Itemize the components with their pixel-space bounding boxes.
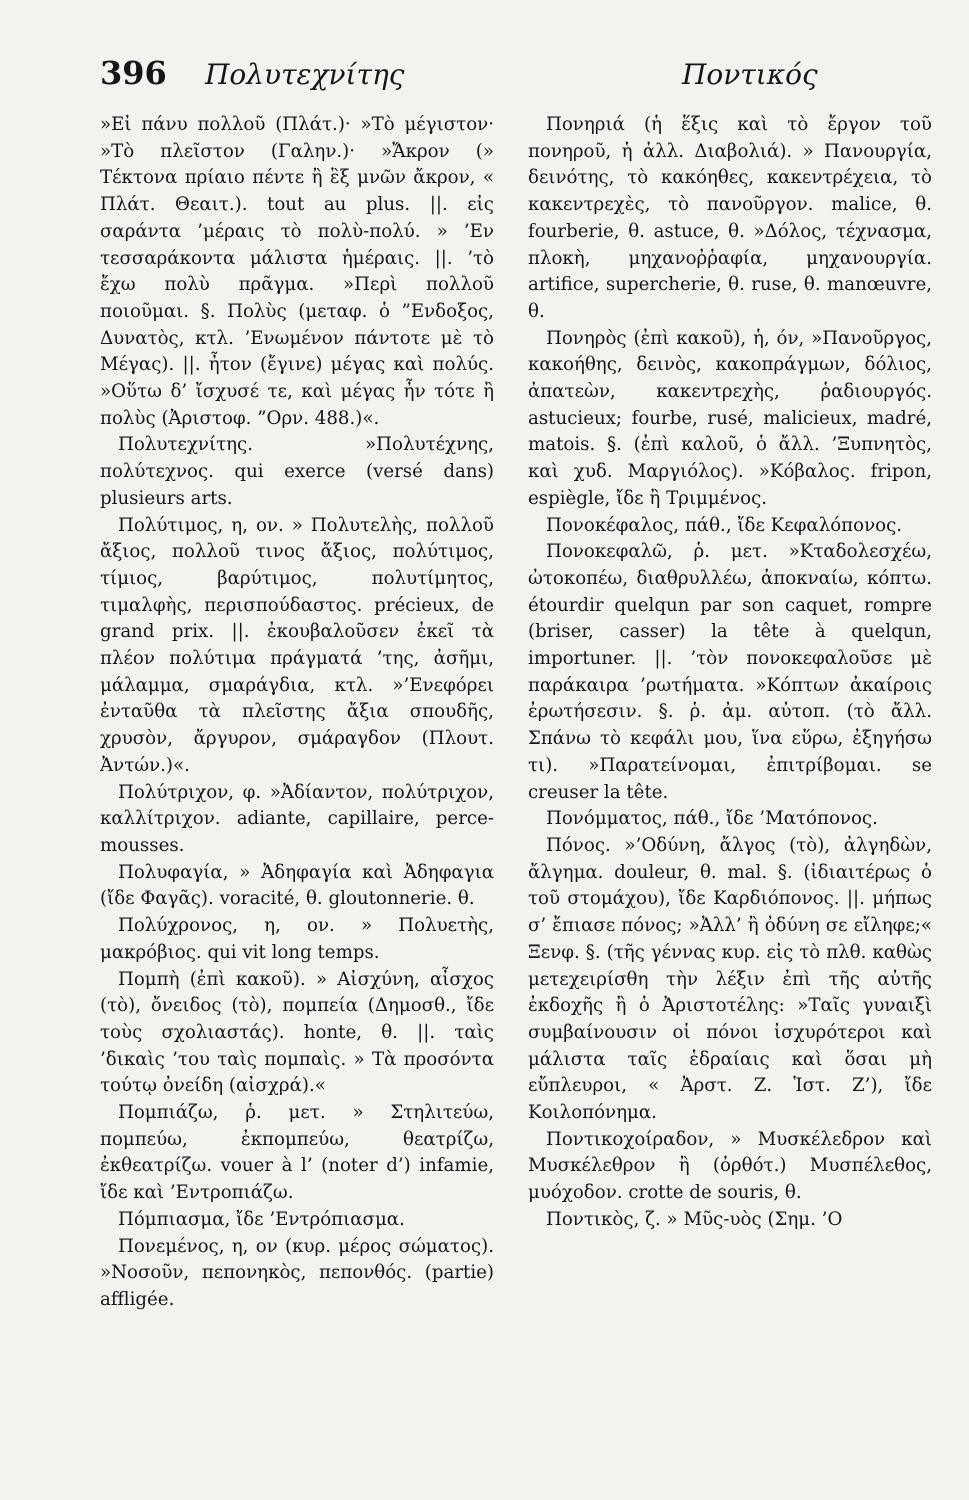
dictionary-entry: Πόμπιασμα, ἴδε ’Εντρόπιασμα. — [118, 1208, 405, 1230]
running-head-left: Πολυτεχνίτης — [205, 58, 405, 91]
dictionary-entry: Πονόμματος, πάθ., ἴδε ’Ματόπονος. — [546, 808, 878, 830]
dictionary-entry: Πολυτεχνίτης. »Πολυτέχνης, πολύτεχνος. qui exerce (versé dans) plusieurs arts. — [100, 434, 494, 509]
dictionary-entry: Πονηριά (ἡ ἕξις καὶ τὸ ἔργον τοῦ πονηροῦ, ἡ ἀλλ. Διαβολιά). » Πανουργία, δεινότης, τὸ κακόηθες, κακεντρέχεια, τὸ κακεντρεχὲς, τὸ πανοῦργον. malice, θ. fourberie, θ. astuce, θ. »Δόλος, τέχνασμα, πλοκὴ, μηχανοῤῥαφία, μηχανουργία. artifice, supercherie, θ. ruse, θ. manœuvre, θ. — [528, 114, 932, 322]
dictionary-entry: Πονεμένος, η, ον (κυρ. μέρος σώματος). »Νοσοῦν, πεπονηκὸς, πεπονθός. (partie) affligée. — [100, 1235, 494, 1310]
dictionary-entry: Πολύτριχον, φ. »Ἀδίαντον, πολύτριχον, καλλίτριχον. adiante, capillaire, perce-mousses. — [100, 781, 494, 856]
dictionary-entry: Πονοκεφαλῶ, ῥ. μετ. »Κταδολεσχέω, ὠτοκοπέω, διαθρυλλέω, ἀποκναίω, κόπτω. étourdir quelqun par son caquet, rompre (briser, casser) la tête à quelqun, importuner. ||. ’τὸν πονοκεφαλοῦσε μὲ παράκαιρα ’ρωτήματα. »Κόπτων ἀκαίροις ἐρωτήσεσιν. §. ῥ. ἀμ. αὐτοπ. (τὸ ἄλλ. Σπάνω τὸ κεφάλι μου, ἵνα εὕρω, ἐξηγήσω τι). »Παρατείνομαι, ἐπιτρίβομαι. se creuser la tête. — [528, 541, 932, 803]
right-column — [528, 112, 932, 1402]
dictionary-entry: Ποντικοχοίραδον, » Μυσκέλεδρον καὶ Μυσκέλεθρον ἢ (ὀρθότ.) Μυσπέλεθος, μυόχοδον. crotte de souris, θ. — [528, 1128, 932, 1204]
dictionary-entry: Πολυφαγία, » Ἀδηφαγία καὶ Ἀδηφαγια (ἴδε Φαγᾶς). voracité, θ. gloutonnerie. θ. — [100, 861, 494, 910]
dictionary-entry: Πολύχρονος, η, ον. » Πολυετὴς, μακρόβιος. qui vit long temps. — [100, 915, 494, 963]
dictionary-entry: Πολύτιμος, η, ον. » Πολυτελὴς, πολλοῦ ἄξιος, πολλοῦ τινος ἄξιος, πολύτιμος, τίμιος, βαρύτιμος, πολυτίμητος, τιμαλφὴς, περισπούδαστος. précieux, de grand prix. ||. ἐκουβαλοῦσεν ἐκεῖ τὰ πλέον πολύτιμα πράγματά ’της, ἀσῆμι, μάλαμμα, σμαράγδια, κτλ. »’Ενεφόρει ἐνταῦθα τὰ πλεῖστης ἄξια σπουδῆς, χρυσὸν, ἄργυρον, σμάραγδον (Πλουτ. Ἀντών.)«. — [100, 514, 494, 776]
dictionary-entry: Πονοκέφαλος, πάθ., ἴδε Κεφαλόπονος. — [546, 514, 903, 536]
page-number: 396 — [100, 54, 167, 92]
left-column — [100, 112, 494, 1402]
running-head-right: Ποντικός — [682, 58, 818, 91]
dictionary-entry: Ποντικὸς, ζ. » Μῦς-υὸς (Σημ. ’Ο — [546, 1208, 843, 1230]
dictionary-entry: Πόνος. »’Οδύνη, ἄλγος (τὸ), ἀλγηδὼν, ἄλγημα. douleur, θ. mal. §. (ἰδιαιτέρως ὁ τοῦ στομάχου), ἴδε Καρδιόπονος. ||. μήπως σ’ ἔπιασε πόνος; »Ἀλλ’ ἢ ὀδύνη σε εἴληφε;« Ξενφ. §. (τῆς γέννας κυρ. εἰς τὸ πλθ. καθὼς μετεχειρίσθη τὴν λέξιν ἐπὶ τῆς αὐτῆς ἐκδοχῆς ἢ ὁ Ἀριστοτέλης: »Ταῖς γυναιξὶ συμβαίνουσιν οἱ πόνοι ἰσχυρότεροι καὶ μάλιστα ταῖς ἑδραίαις καὶ ὅσαι μὴ εὔπλευροι, « Ἀρστ. Ζ. Ἱστ. Ζ’), ἴδε Κοιλοπόνημα. — [528, 834, 932, 1124]
dictionary-entry: »Εἰ πάνυ πολλοῦ (Πλάτ.)· »Τὸ μέγιστον· »Τὸ πλεῖστον (Γαλην.)· »Ἄκρον (» Τέκτονα πρίαιο πέντε ἢ ἓξ μνῶν ἄκρον, « Πλάτ. Θεαιτ.). tout au plus. ||. εἰς σαράντα ’μέραις τὸ πολὺ-πολύ. » ’Εν τεσσαράκοντα μάλιστα ἡμέραις. ||. ’τὸ ἔχω πολὺ πρᾶγμα. »Περὶ πολλοῦ ποιοῦμαι. §. Πολὺς (μεταφ. ὁ ”Ενδοξος, Δυνατὸς, κτλ. ’Ενωμένον πάντοτε μὲ τὸ Μέγας). ||. ἦτον (ἔγινε) μέγας καὶ πολύς. »Οὕτω δ’ ἴσχυσέ τε, καὶ μέγας ἦν τότε ἢ πολὺς (Ἀριστοφ. ”Ορν. 488.)«. — [100, 114, 494, 429]
dictionary-entry: Πομπὴ (ἐπὶ κακοῦ). » Αἰσχύνη, αἶσχος (τὸ), ὄνειδος (τὸ), πομπεία (Δημοσθ., ἴδε τοὺς σχολιαστάς). honte, θ. ||. ταὶς ’δικαὶς ’του ταὶς πομπαὶς. » Τὰ προσόντα τούτῳ ὀνείδη (αἰσχρά).« — [100, 968, 494, 1097]
dictionary-entry: Πομπιάζω, ῥ. μετ. » Στηλιτεύω, πομπεύω, ἐκπομπεύω, θεατρίζω, ἐκθεατρίζω. vouer à l’ (noter d’) infamie, ἴδε καὶ ’Εντροπιάζω. — [100, 1102, 494, 1204]
page-header — [0, 52, 969, 102]
dictionary-entry: Πονηρὸς (ἐπὶ κακοῦ), ἡ, όν, »Πανοῦργος, κακοήθης, δεινὸς, κακοπράγμων, δόλιος, ἀπατεὼν, κακεντρεχὴς, ῥαδιουργός. astucieux; fourbe, rusé, malicieux, madré, matois. §. (ἐπὶ καλοῦ, ὁ ἄλλ. ’Ξυπνητὸς, καὶ χυδ. Μαργιόλος). »Κόβαλος. fripon, espiègle, ἴδε ἢ Τριμμένος. — [528, 327, 932, 509]
